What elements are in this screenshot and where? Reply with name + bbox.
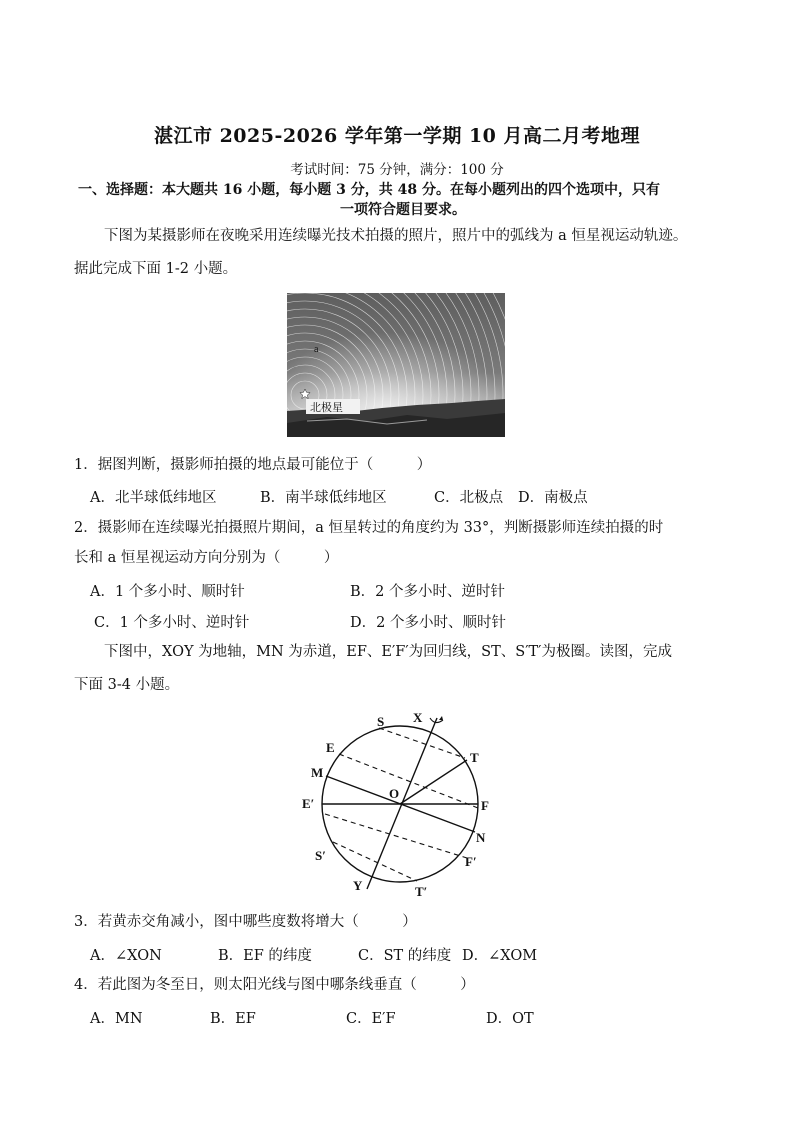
label-N: N	[476, 830, 486, 845]
section-heading-line1: 一、选择题：本大题共 16 小题，每小题 3 分，共 48 分。在每小题列出的四个选项中，只有	[78, 182, 660, 198]
q3-option-c: C．ST 的纬度	[358, 948, 452, 964]
label-T-prime: T′	[415, 884, 428, 899]
q1-stem: 1．据图判断，摄影师拍摄的地点最可能位于（ ）	[74, 457, 432, 473]
intro1-line1: 下图为某摄影师在夜晚采用连续曝光技术拍摄的照片，照片中的弧线为 a 恒星视运动轨迹。	[104, 228, 688, 244]
intro2-line2: 下面 3-4 小题。	[74, 677, 180, 693]
q3-option-a: A．∠XON	[90, 948, 162, 964]
star-trail-photo	[287, 293, 505, 437]
label-F: F	[481, 798, 489, 813]
label-Y: Y	[353, 878, 363, 893]
intro2-line1: 下图中，XOY 为地轴，MN 为赤道，EF、E′F′为回归线，ST、S′T′为极圈。读图，完成	[104, 644, 672, 660]
q1-option-a: A．北半球低纬地区	[90, 490, 217, 506]
label-T: T	[470, 750, 479, 765]
q4-option-a: A．MN	[90, 1011, 143, 1027]
q3-option-d: D．∠XOM	[462, 948, 538, 964]
section-heading	[78, 180, 728, 220]
q2-option-d: D．2 个多小时、顺时针	[350, 615, 506, 631]
label-S-prime: S′	[315, 848, 326, 863]
label-E: E	[326, 740, 335, 755]
label-F-prime: F′	[465, 854, 477, 869]
q4-option-d: D．OT	[486, 1011, 534, 1027]
photo-label-polaris: 北极星	[310, 401, 343, 414]
antarctic-circle-sptp	[333, 842, 417, 881]
page-title: 湛江市 2025-2026 学年第一学期 10 月高二月考地理	[153, 125, 641, 147]
label-S: S	[377, 714, 385, 729]
q2-option-a: A．1 个多小时、顺时针	[90, 584, 245, 600]
label-E-prime: E′	[302, 796, 315, 811]
rotation-arrowhead-icon	[439, 716, 443, 720]
tropic-line-ef	[339, 754, 478, 808]
q4-option-b: B．EF	[210, 1011, 256, 1027]
label-X: X	[413, 710, 423, 725]
q3-stem: 3．若黄赤交角减小，图中哪些度数将增大（ ）	[74, 914, 417, 930]
q2-stem-line1: 2．摄影师在连续曝光拍摄照片期间，a 恒星转过的角度约为 33°，判断摄影师连续拍摄的时	[74, 520, 664, 536]
q3-option-b: B．EF 的纬度	[218, 948, 312, 964]
label-M: M	[311, 765, 324, 780]
q1-option-d: D．南极点	[518, 490, 588, 506]
q1-option-c: C．北极点	[434, 490, 504, 506]
q4-option-c: C．E′F	[346, 1011, 396, 1027]
q2-option-c: C．1 个多小时、逆时针	[94, 615, 250, 631]
label-O: O	[389, 786, 400, 801]
photo-label-a: a	[314, 344, 319, 355]
q4-stem: 4．若此图为冬至日，则太阳光线与图中哪条线垂直（ ）	[74, 977, 475, 993]
q2-option-b: B．2 个多小时、逆时针	[350, 584, 505, 600]
q2-stem-line2: 长和 a 恒星视运动方向分别为（ ）	[74, 550, 339, 566]
exam-info: 考试时间：75 分钟，满分：100 分	[290, 162, 504, 178]
earth-axis-diagram	[295, 706, 505, 900]
q1-option-b: B．南半球低纬地区	[260, 490, 387, 506]
section-heading-line2: 一项符合题目要求。	[340, 202, 466, 218]
intro1-line2: 据此完成下面 1-2 小题。	[74, 261, 238, 277]
